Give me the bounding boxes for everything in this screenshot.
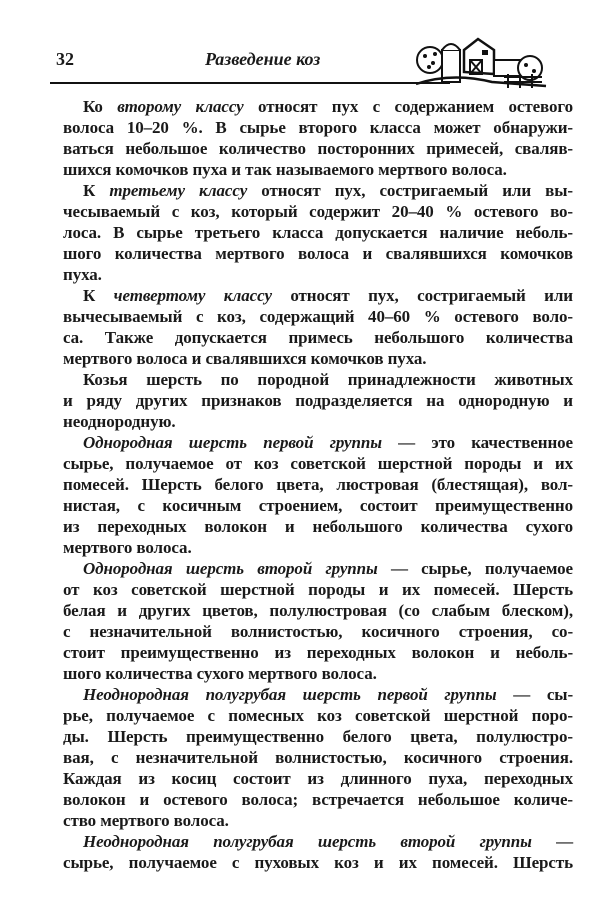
text-line [63,726,573,747]
paragraph [63,96,573,180]
text-line [63,96,573,117]
text-line [63,243,573,264]
text-line [63,348,573,369]
text-line [63,453,573,474]
text-segment: шихся комочков пуха и так называемого мертвого волоса. [63,160,507,179]
text-segment: Козья шерсть по породной принадлежности животных [83,370,573,389]
farm-illustration-icon [412,36,547,94]
text-segment: относят пух, состригаемый или [271,286,573,305]
text-segment: ство мертвого волоса. [63,811,229,830]
text-line [63,621,573,642]
text-line [63,222,573,243]
text-segment: мертвого волоса и свалявшихся комочков пуха. [63,349,427,368]
text-segment: К [83,181,110,200]
paragraph [63,285,573,369]
text-line [63,852,573,873]
running-title: Разведение коз [205,49,321,69]
text-segment: из переходных волокон и небольшого количества сухого [63,517,573,536]
page-body [63,96,573,873]
text-segment: вая, с незначительной волнистостью, косичного строения. [63,748,573,767]
text-line [63,474,573,495]
text-segment: шого количества мертвого волоса и свалявшихся комочков [63,244,573,263]
text-segment: неоднородную. [63,412,176,431]
text-segment: — это качественное [381,433,574,452]
paragraph [63,180,573,285]
italic-term: Неоднородная полугрубая шерсть второй группы [83,832,532,851]
text-line [63,411,573,432]
text-line [63,747,573,768]
text-line [63,600,573,621]
italic-term: третьему классу [109,181,248,200]
paragraph [63,831,573,873]
paragraph [63,369,573,432]
text-line [63,432,573,453]
paragraph [63,432,573,558]
text-line [63,558,573,579]
italic-term: Неоднородная полугрубая шерсть первой группы [83,685,497,704]
text-segment: — [531,832,573,851]
text-line [63,768,573,789]
text-line [63,201,573,222]
page-number: 32 [56,49,74,69]
text-segment: сырье, получаемое от коз советской шерстной породы и их [63,454,573,473]
text-line [63,285,573,306]
text-line [63,705,573,726]
paragraph [63,684,573,831]
text-segment: относят пух с содержанием остевого [243,97,573,116]
text-segment: К [83,286,114,305]
text-segment: и ряду других признаков подразделяется на однородную и [63,391,573,410]
text-line [63,831,573,852]
text-line [63,180,573,201]
italic-term: Однородная шерсть первой группы [83,433,382,452]
text-segment: сырье, получаемое с пуховых коз и их помесей. Шерсть [63,853,573,872]
italic-term: четвертому классу [113,286,272,305]
text-segment: лоса. В сырье третьего класса допускается наличие неболь- [63,223,573,242]
text-line [63,495,573,516]
text-segment: вычесываемый с коз, содержащий 40–60 % остевого воло- [63,307,573,326]
text-segment: от коз советской шерстной породы и их помесей. Шерсть [63,580,573,599]
text-segment: пуха. [63,265,102,284]
text-segment: волоса 10–20 %. В сырье второго класса может обнаружи- [63,118,573,137]
text-line [63,327,573,348]
text-segment: Ко [83,97,118,116]
text-segment: относят пух, состригаемый или вы- [247,181,573,200]
text-line [63,390,573,411]
text-segment: шого количества сухого мертвого волоса. [63,664,377,683]
text-line [63,264,573,285]
text-line [63,810,573,831]
text-segment: помесей. Шерсть белого цвета, люстровая (блестящая), вол- [63,475,573,494]
text-line [63,789,573,810]
text-line [63,642,573,663]
text-line [63,516,573,537]
text-segment: белая и других цветов, полулюстровая (со слабым блеском), [63,601,573,620]
text-segment: Каждая из косиц состоит из длинного пуха, переходных [63,769,573,788]
page-header [0,0,600,95]
text-segment: ды. Шерсть преимущественно белого цвета, полулюстро- [63,727,573,746]
paragraph [63,558,573,684]
text-line [63,579,573,600]
text-segment: ваться небольшое количество посторонних примесей, сваляв- [63,139,573,158]
text-line [63,306,573,327]
text-line [63,663,573,684]
text-segment: волокон и остевого волоса; встречается небольшое количе- [63,790,573,809]
text-line [63,369,573,390]
text-segment: рье, получаемое с помесных коз советской шерстной поро- [63,706,573,725]
text-segment: — сы- [496,685,573,704]
text-segment: мертвого волоса. [63,538,192,557]
text-line [63,684,573,705]
text-segment: са. Также допускается примесь небольшого количества [63,328,573,347]
text-line [63,537,573,558]
italic-term: второму классу [117,97,244,116]
text-segment: чесываемый с коз, который содержит 20–40 % остевого во- [63,202,573,221]
text-segment: нистая, с косичным строением, состоит преимущественно [63,496,573,515]
text-line [63,138,573,159]
italic-term: Однородная шерсть второй группы [83,559,378,578]
text-segment: — сырье, получаемое [377,559,573,578]
text-segment: с незначительной волнистостью, косичного строения, со- [63,622,573,641]
header-rule [50,82,450,84]
text-line [63,117,573,138]
text-segment: стоит преимущественно из переходных волокон и неболь- [63,643,573,662]
text-line [63,159,573,180]
